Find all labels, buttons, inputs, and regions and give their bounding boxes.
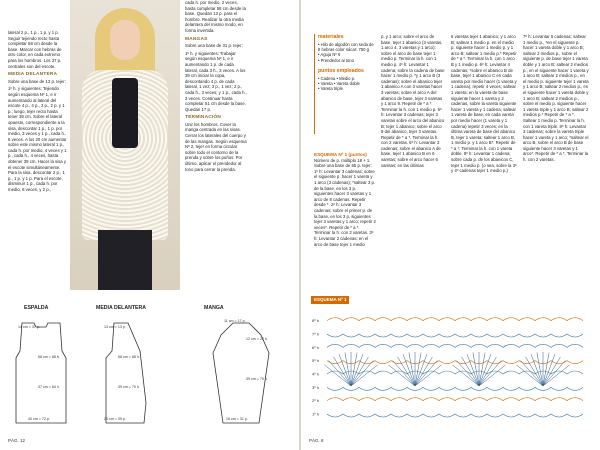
manga-label-1: 11 cm = 17 p. [224, 319, 246, 323]
paragraph: Sobre una base de 31 p. tejer: [185, 43, 243, 49]
materials-title: materiales [318, 34, 344, 40]
media-label-1: 13 cm = 13 p. [104, 325, 126, 329]
esquema1-heading: ESQUEMA Nº 1 (puntos) [314, 152, 367, 157]
paragraph: 1º h. y siguientes: Trabajar según esquema Nº 1, e ir aumentando 1 p. de cada lateral, cada 3 h., 3 veces. A los 39 cm iniciar la copa, descontando 4 p. de cada lateral, 1 vez; 3 p., 1 vez; 2 p., cada h., 3 veces; y 1 p., cada h., 3 veces. Continuar hasta completar 51 cm desde la base. Quedan 17 p. [185, 50, 247, 112]
instructions-column-b [381, 34, 445, 290]
section-heading: TERMINACIÓN [185, 115, 222, 121]
stitch-row-path [327, 334, 583, 337]
stitches-title: puntos empleados [318, 68, 364, 75]
stitches-line-2: • Vareta • Vareta doble [318, 81, 360, 87]
model-photo [70, 0, 180, 290]
left-text-column-1 [8, 30, 68, 302]
left-page [0, 0, 299, 450]
photo-top [112, 78, 138, 148]
materials-line-1: • Hilo de algodón con seda de 8 hebras color nácar: 750 g [318, 41, 374, 52]
fan-stitch [521, 360, 543, 386]
instructions-column-a [314, 152, 376, 290]
fan-stitch [479, 360, 501, 386]
fan-stitch [543, 360, 565, 386]
stitch-row-path [327, 318, 583, 321]
stitch-row-path [327, 371, 583, 374]
crochet-stitch-diagram [311, 306, 591, 426]
fan-stitch [415, 360, 437, 386]
fan-stitch [393, 360, 415, 386]
row-label: 2º h [312, 398, 320, 404]
espalda-label-2: 58 cm = 88 h. [38, 355, 60, 359]
fan-stitch [351, 360, 373, 386]
materials-line-3: • Prendedor al tono [318, 57, 354, 63]
manga-label-4: 16 cm = 31 p. [226, 417, 248, 421]
stitches-line-1: • Cadena • Medio p. [318, 75, 356, 81]
manga-label-2: 12 cm = 22 h. [246, 337, 268, 341]
fan-stitch [457, 360, 479, 386]
instructions-text-b: p. y 1 arco; sobre el arco de base, tejer 1 abanico (3 varetas, 1 arco 4, 3 varetas y 1 arco); sobre el arco de base tejer 1 medio p. Terminar la h. con 1 medio p. 4º h: Levantar 1 cadena; sobre la cadena de base hacer 1 medio p. *y 1 arco B (3 cadenas); sobre el abanico tejer 1 abanico A con 3 varetas hacer 3 varetas; sobre el arco A del abanico de base, tejer 3 varetas y 1 arco 9. Repetir de * a *. Terminar la h. con 1 medio p. 5º h: Levantar 3 cadenas; tejer 3 varetas sobre el arco del abanico B; tejer 1 abanico; sobre el arco 9 del abanico, tejer 3 varetas. Repetir de * a *. Terminar la h. con 2 varetas. 6º h: Levantar 3 cadenas; sobre el abanico A de base, tejer 1 abanico B en 6 varetas; sobre el arco hacer 6 varetas; en las últimas [381, 34, 445, 168]
manga-title: MANGA [204, 305, 224, 311]
stitch-row-path [327, 398, 583, 401]
stitches-line-3: • Vareta triple [318, 86, 343, 92]
espalda-label-3: 37 cm = 64 h. [38, 385, 60, 389]
section-heading: MANGAS [185, 36, 208, 42]
row-label: 3º h [312, 384, 320, 390]
stitch-row-path [327, 344, 583, 347]
diagram-stitch-lines [324, 318, 583, 417]
media-label-3: 39 cm = 70 h. [118, 385, 140, 389]
esquema1-label: ESQUEMA Nº 1 [311, 296, 349, 304]
media-label-2: 58 cm = 88 h. [118, 355, 140, 359]
row-label: 4º h [312, 371, 320, 377]
espalda-schematic [6, 313, 76, 428]
instructions-column-d [523, 34, 589, 290]
instructions-text-a: Número de p. múltiplo 18 + 1. Sobre una base de 55 p. tejer: 1º h: Levantar 3 cadenas; sobre el siguiente p. hacer 1 vareta y 1 arco (3 cadenas); *saltear 3 p. de la base, en los 3 p. siguientes hacer 3 varetas y 1 arco de 8 cadenas. Repetir desde *. 2º h: Levantar 3 cadenas; sobre el primer p. de la base, en los 3 p. siguientes tejer 3 varetas y 1 arco; repetir 2 veces*. Repetir de * a *. Terminar la h. con 2 varetas. 3º h: Levantar 2 cadenas; en el arco de base tejer 1 medio [314, 157, 376, 247]
row-label: 1º h [312, 411, 320, 417]
stitch-row-path [327, 387, 583, 390]
media-delantera-title: MEDIA DELANTERA [96, 305, 146, 311]
espalda-title: ESPALDA [24, 305, 49, 311]
instructions-text-c: 6 varetas tejer 1 abanico; y 1 arco B; saltear 1 medio p. en el medio p. siguiente hacer 1 medio p. y 1 arco B; saltear 1 medio p.* Repetir de * a *. Terminar la h. con 1 arco B y 1 medio p. 6º h: Levantar 4 cadenas; *sobre el abanico B de base, tejer 1 abanico C en cada vareta por medio hacer (1 vareta y 1 cadena), repetir 4 veces; saltear 1 vareta; en la vareta de base siguiente hacer 1 vareta y 2 cadenas, sobre la vareta siguiente hacer 1 vareta y 1 cadena; saltear 1 vareta de base, en cada vareta por medio hacer (1 vareta y 1 cadena) repetir 3 veces; en la última vareta de base del abanico B, tejer 1 vareta; saltear 1 arco B, 1 medio p. y 1 arco B*. Repetir de * a *. Terminar la h. con 1 vareta doble. 8º h: Levantar 1 cadena; sobre cada p. de los abanicos C, tejer 1 medio p. (o sea, sobre la 3º y 4º cadenas tejer 1 medio p.) [451, 34, 517, 174]
paragraph: Unir los hombros. Coser la manga centrada en las sisas. Cerrar los laterales del cuerpo y de las mangas. Según esquema Nº 2, tejer en forma circular sobre todo el contorno de la prenda y sobre los puños. Por último, aplicar el prendedor al tono para cerrar la prenda. [185, 121, 247, 172]
paragraph: 1º h. y siguientes: Tejiendo según esquema Nº 1, e ir aumentando al lateral del escote 4 p., 4 p., 2 p., 2 p. y 1 p.; luego, tejer recto hasta tener 39 cm. Sobre el lateral opuesto, correspondiente a la sisa, descontar 1 p., 1 p. por medio, 3 veces y 1 p., cada h., 6 veces. A los 20 cm aumentar sobre este mismo lateral 1 p., cada h. por medio, 4 veces y 1 p., cada h., 4 veces, hasta obtener 39 cm. Hacer la sisa y el escote simultáneamente. Para la sisa, descontar 2 p., 1 p., 1 p. y 1 p. Para el escote, disminuir 1 p., cada h. por medio, 6 veces, y 2 p., [8, 86, 67, 193]
pattern-schematics [6, 305, 296, 435]
row-label: 5º h [312, 358, 320, 364]
right-page-number: PÁG. 8 [309, 438, 324, 443]
manga-schematic [191, 313, 291, 428]
espalda-label-4: 40 cm = 72 p. [28, 417, 50, 421]
paragraph: lateral 2 p., 1 p., 1 p. y 1 p. Seguir tejiendo recto hasta completar 58 cm desde la base. Marcar con hebras de otro color, en cada extremo para los hombros. Los 37 p. centrales son del escote. [8, 30, 62, 69]
materials-line-2: • Aguja Nº 6 [318, 52, 341, 58]
media-label-4: 20 cm = 39 p. [104, 417, 126, 421]
right-page [301, 0, 600, 450]
espalda-label-1: 14 cm = 37 p. [18, 325, 40, 329]
stitch-row-path [327, 414, 583, 417]
diagram-row-labels [312, 318, 319, 416]
row-label: 8º h [312, 318, 320, 324]
materials-box [314, 34, 374, 134]
paragraph: Sobre una base de 13 p. tejer: [8, 78, 66, 84]
media-delantera-schematic [96, 313, 166, 428]
left-page-number: PÁG. 12 [8, 438, 26, 443]
left-text-column-2 [185, 0, 247, 300]
photo-face [110, 20, 140, 60]
instructions-text-d: 7º h: Levantar 5 cadenas; saltear 1 medio p., *en el siguiente p. hacer 1 vareta doble y 1 arco B; saltear 2 medios p., sobre el siguiente p. de base tejer 1 vareta doble y 1 arco B; saltear 2 medios p., en el siguiente hacer 1 vareta y 1 arco B; saltear 2 medios p., en el medio p. siguiente tejer 1 vareta y 1 arco B; saltear 2 medios p., en el siguiente hacer 1 vareta doble y 1 arco B; saltear 2 medios p., sobre el medio p. siguiente hacer 1 vareta triple y 1 arco B; saltear 2 medios p.* Repetir de * a *. Saltear 1 medio p. Terminar la h. con 1 vareta triple. 8º h: Levantar 3 cadenas; sobre la vareta triple hacer 1 vareta y 1 arco; *saltear el arco B, sobre el arco B de base siguiente hacer 3 varetas y 1 arco*. Repetir de * a *. Terminar la h. con 2 varetas. [523, 34, 589, 163]
fan-stitch [329, 360, 351, 386]
row-label: 7º h [312, 331, 320, 337]
section-heading: MEDIA DELANTERA [8, 72, 58, 78]
row-label: 6º h [312, 344, 320, 350]
manga-label-3: 39 cm = 70 h. [246, 377, 268, 381]
instructions-column-c [451, 34, 517, 290]
paragraph: cada h. por medio, 2 veces, hasta completar 58 cm desde la base. Quedan 13 p. para el hombro. Realizar la otra media delantera del mismo modo, en forma invertida. [185, 0, 246, 33]
photo-pants [98, 230, 152, 290]
